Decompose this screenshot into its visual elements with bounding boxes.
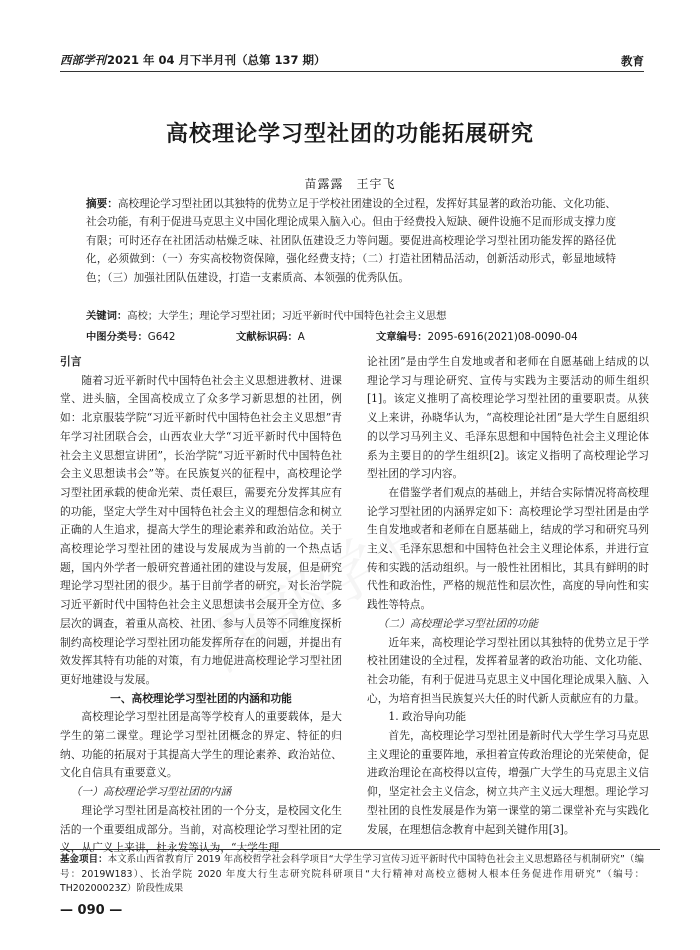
body-column-right [367, 353, 649, 839]
section-heading: 一、高校理论学习型社团的内涵和功能 [110, 691, 292, 705]
body-column-left [60, 353, 342, 858]
section-label: 教育 [621, 54, 644, 68]
body-paragraph: 理论学习型社团是高校社团的一个分支，是校园文化生活的一个重要组成部分。当前，对高校理论学习型社团的定义，从广义上来讲，杜永发等认为，“大学生理 [60, 803, 342, 855]
footnote-label: 基金项目： [60, 854, 108, 865]
document-code [236, 328, 305, 343]
subsection-heading: （一）高校理论学习型社团的内涵 [70, 785, 232, 799]
keywords [86, 307, 616, 322]
clc-value: G642 [147, 331, 176, 343]
abstract-label: 摘要： [86, 198, 118, 210]
journal-issue: 2021 年 04 月下半月刊（总第 137 期） [107, 53, 326, 67]
keywords-label: 关键词： [86, 310, 128, 322]
abstract [86, 195, 616, 287]
funding-footnote [60, 853, 644, 897]
header-rule [60, 71, 644, 72]
article-number [376, 328, 578, 343]
page-number: — 090 — [60, 903, 123, 918]
subsubsection-heading: 1. 政治导向功能 [388, 710, 467, 724]
abstract-text: 高校理论学习型社团以其独特的优势立足于学校社团建设的全过程，发挥好其显著的政治功能、文化功能、社会功能，有利于促进马克思主义中国化理论成果入脑入心。但由于经费投入短缺、硬件设施不足而形成支撑力度有限；可时还存在社团活动枯燥乏味、社团队伍建设乏力等问题。要促进高校理论学习型社团功能发挥的路径优化，必须做到：（一）夯实高校物资保障，强化经费支持；（二）打造社团精品活动，创新活动形式，彰显地域特色；（三）加强社团队伍建设，打造一支素质高、本领强的优秀队伍。 [86, 198, 617, 284]
body-paragraph: 随着习近平新时代中国特色社会主义思想进教材、进课堂、进头脑，全国高校成立了众多学习新思想的社团，例如：北京服装学院“习近平新时代中国特色社会主义思想”青年学习社团联合会，山西农业大学“习近平新时代中国特色社会主义思想宣讲团”，长治学院“习近平新时代中国特色社会主义思想读书会”等。在民族复兴的征程中，高校理论学习型社团承载的使命光荣、责任艰巨，需要充分发挥其应有的功能，坚定大学生对中国特色社会主义的理想信念和树立正确的人生追求，提高大学生的理论素养和政治站位。关于高校理论学习型社团的建设与发展成为当前的一个热点话题，国内外学者一般研究普通社团的建设与发展，但是研究理论学习型社团的很少。基于目前学者的研究，对长治学院习近平新时代中国特色社会主义思想读书会展开全方位、多层次的调查，着重从高校、社团、参与人员等不同维度探析制约高校理论学习型社团功能发挥所存在的问题，并提出有效发挥其特有功能的对策，有力地促进高校理论学习型社团更好地建设与发展。 [60, 373, 342, 686]
intro-heading: 引言 [60, 355, 82, 368]
clc-number [86, 328, 175, 343]
footnote-text: 本文系山西省教育厅 2019 年高校哲学社会科学项目“大学生学习宣传习近平新时代中国特色社会主义思想路径与机制研究”（编号：2019W183）、长治学院 2020 年度大行生志研究院科研项目“大行精神对高校立德树人根本任务促进作用研究”（编号：TH20200023Z）阶段性成果 [60, 854, 644, 894]
footnote-rule [60, 849, 660, 850]
running-header [60, 50, 644, 72]
article-number-value: 2095-6916(2021)08-0090-04 [427, 331, 578, 343]
article-authors: 苗露露 王宇飞 [304, 177, 396, 191]
document-code-value: A [297, 331, 305, 343]
body-paragraph: 首先，高校理论学习型社团是新时代大学生学习马克思主义理论的重要阵地，承担着宣传政治理论的光荣使命，促进政治理论在高校得以宣传，增强广大学生的马克思主义信仰，坚定社会主义信念，树立共产主义远大理想。理论学习型社团的良性发展是作为第一课堂的第二课堂补充与实践化发展，在理想信念教育中起到关键作用[3]。 [367, 729, 649, 836]
article-meta [86, 328, 640, 344]
body-paragraph: 高校理论学习型社团是高等学校育人的重要载体，是大学生的第二课堂。理论学习型社团概念的界定、特征的归纳、功能的拓展对于其提高大学生的理论素养、政治站位、文化自信具有重要意义。 [60, 710, 342, 780]
body-paragraph: 近年来，高校理论学习型社团以其独特的优势立足于学校社团建设的全过程，发挥着显著的政治功能、文化功能、社会功能，有利于促进马克思主义中国化理论成果入脑、入心，为培育担当民族复兴大任的时代新人贡献应有的力量。 [367, 635, 649, 705]
document-code-label: 文献标识码： [236, 331, 298, 343]
journal-info [60, 52, 326, 68]
clc-label: 中图分类号： [86, 331, 148, 343]
body-paragraph: 在借鉴学者们观点的基础上，并结合实际情况将高校理论学习型社团的内涵界定如下：高校理论学习型社团是由学生自发地或者和老师在自愿基础上，结成的学习和研究马列主义、毛泽东思想和中国特色社会主义理论体系，并进行宣传和实践的活动组织。与一般性社团相比，其具有鲜明的时代性和政治性，严格的规范性和层次性，高度的导向性和实践性等特点。 [367, 485, 649, 612]
journal-logo: 西部学刊 [60, 53, 106, 67]
article-title: 高校理论学习型社团的功能拓展研究 [165, 121, 534, 147]
body-paragraph: 论社团”是由学生自发地或者和老师在自愿基础上结成的以理论学习与理论研究、宣传与实践为主要活动的师生组织[1]。该定义推明了高校理论学习型社团的重要职责。从狭义上来讲，孙晓华认为，“高校理论社团”是大学生自愿组织的以学习马列主义、毛泽东思想和中国特色社会主义理论体系为主要目的的学生组织[2]。该定义指明了高校理论学习型社团的学习内容。 [367, 355, 649, 481]
keywords-text: 高校；大学生；理论学习型社团；习近平新时代中国特色社会主义思想 [127, 310, 447, 322]
subsection-heading: （二）高校理论学习型社团的功能 [377, 616, 539, 630]
article-number-label: 文章编号： [376, 331, 428, 343]
